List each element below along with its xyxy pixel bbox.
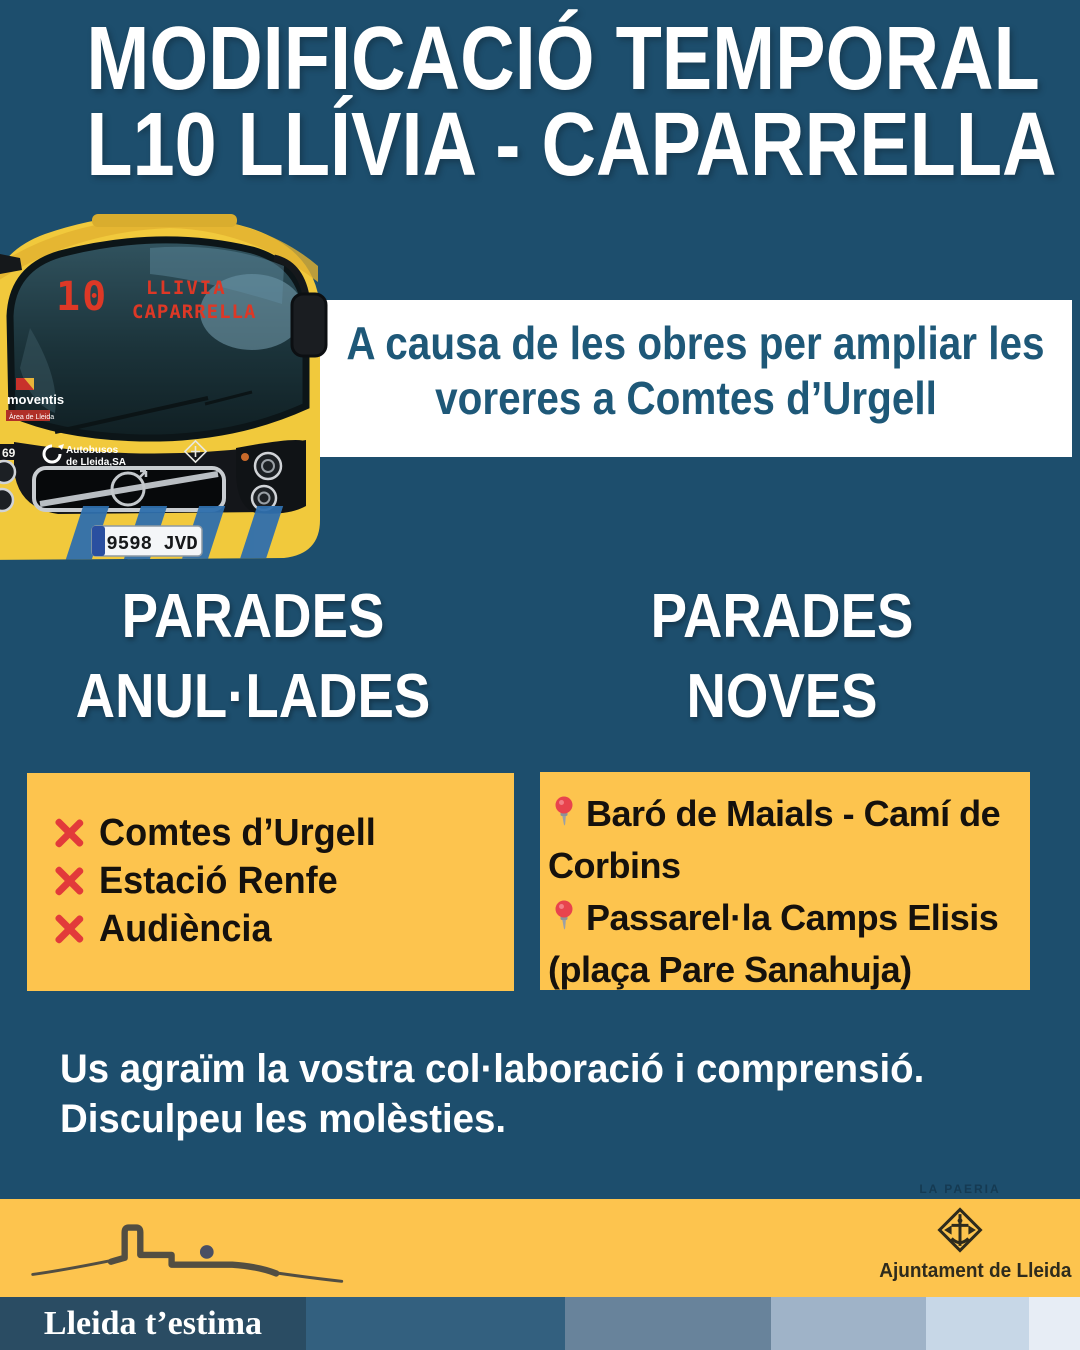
new-stop-entry: [548, 788, 1020, 892]
strip-block: [0, 1297, 306, 1350]
bus-photo: [0, 208, 336, 560]
cancelled-stops-box: [27, 773, 514, 991]
page-title-line1: MODIFICACIÓ TEMPORAL: [86, 9, 1040, 109]
bus-route-number: 10: [56, 274, 109, 320]
ajuntament-name: Ajuntament de Lleida: [879, 1260, 1072, 1282]
bus-license-plate: 9598 JVD: [106, 533, 198, 555]
footer-color-strip: [0, 1297, 1080, 1350]
bus-brand-area-text: Àrea de Lleida: [9, 414, 55, 421]
cancelled-stop-label: Estació Renfe: [99, 859, 338, 902]
bus-destination-line1: LLIVIA: [146, 277, 227, 299]
cancelled-title-line1: PARADES: [121, 582, 385, 651]
cancelled-column-title: [23, 577, 483, 737]
bus-destination-line2: CAPARRELLA: [132, 301, 257, 323]
la-paeria-text: LA PAERIA: [919, 1182, 1001, 1196]
new-title-line2: NOVES: [686, 662, 878, 731]
notice-text: [300, 316, 1072, 426]
new-column-title: [552, 577, 1012, 737]
cancelled-stop-row: [53, 809, 514, 857]
strip-block: [771, 1297, 926, 1350]
bus-led-sign: [56, 274, 256, 323]
thanks-line2: Disculpeu les molèsties.: [60, 1097, 507, 1141]
bus-operator-line1: Autobusos: [66, 445, 119, 456]
notice-line2: voreres a Comtes d’Urgell: [435, 372, 937, 424]
cancelled-stop-row: [53, 857, 514, 905]
cancelled-stop-label: Comtes d’Urgell: [99, 811, 376, 854]
notice-line1: A causa de les obres per ampliar les: [346, 317, 1045, 369]
new-stop-label: Baró de Maials - Camí de Corbins: [548, 793, 1001, 886]
new-stops-box: [540, 772, 1030, 990]
strip-block: [1029, 1297, 1080, 1350]
thanks-line1: Us agraïm la vostra col·laboració i comprensió.: [60, 1047, 925, 1091]
cancelled-stop-label: Audiència: [99, 907, 272, 950]
new-title-line1: PARADES: [650, 582, 914, 651]
cancelled-stop-row: [53, 905, 514, 953]
ajuntament-shield-icon: [932, 1202, 988, 1258]
ajuntament-logo-block: [875, 1202, 1072, 1283]
new-stop-label: Passarel·la Camps Elisis (plaça Pare Sanahuja): [548, 897, 999, 990]
strip-block: [926, 1297, 1029, 1350]
license-plate: [92, 526, 202, 556]
cancel-x-icon: [53, 865, 85, 897]
thanks-message: [60, 1044, 924, 1144]
cancelled-title-line2: ANUL·LADES: [75, 662, 431, 731]
cancel-x-icon: [53, 817, 85, 849]
cancel-x-icon: [53, 913, 85, 945]
strip-block: [306, 1297, 565, 1350]
page-title: [0, 9, 1080, 195]
page-title-line2: L10 LLÍVIA - CAPARRELLA: [86, 95, 1057, 195]
pushpin-icon: [552, 796, 576, 832]
slogan-text: Lleida t’estima: [43, 1304, 263, 1342]
lleida-skyline-logo: [25, 1206, 370, 1294]
strip-block: [565, 1297, 771, 1350]
bus-operator-line2: de Lleida,SA: [66, 457, 127, 468]
new-stop-entry: [548, 892, 1020, 996]
bus-fleet-number: 69: [2, 446, 16, 460]
pushpin-icon: [552, 900, 576, 936]
bus-brand-text: moventis: [7, 392, 65, 407]
